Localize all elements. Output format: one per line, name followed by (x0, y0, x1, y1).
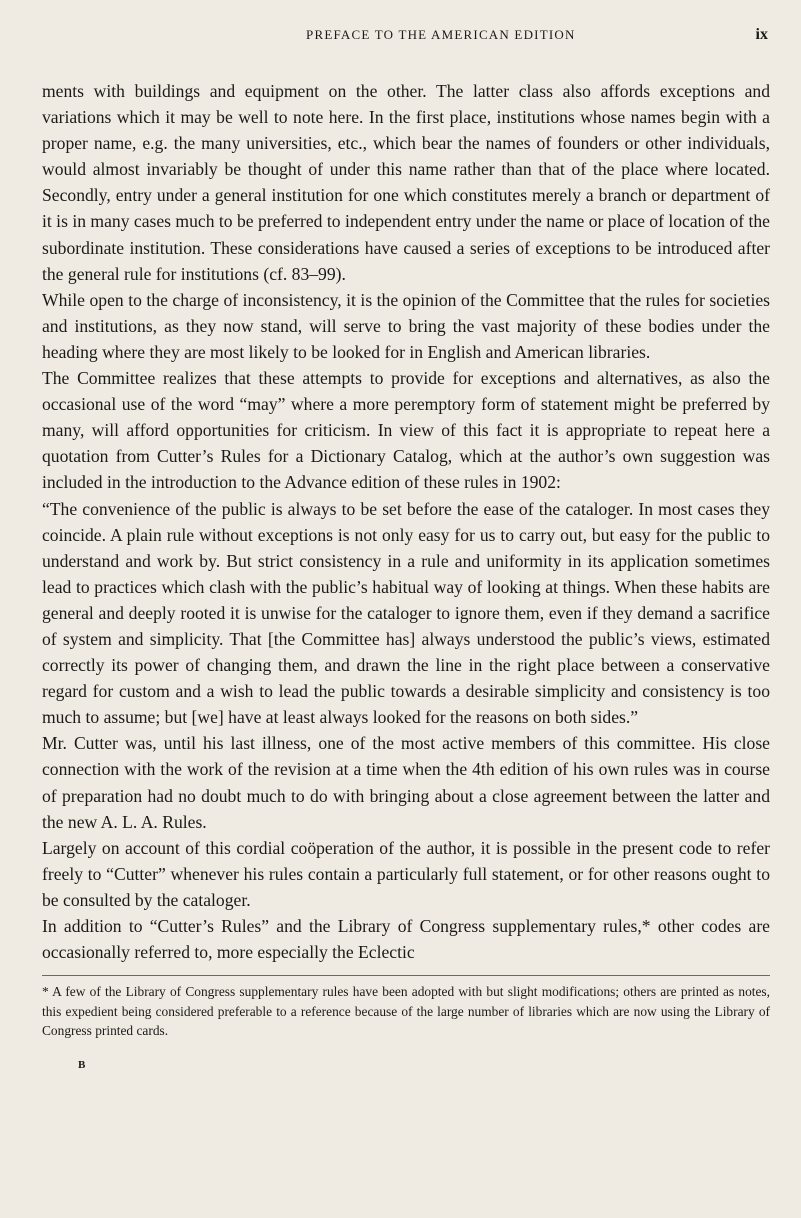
paragraph-cutter-quotation: “The convenience of the public is always to be set before the ease of the cataloger. In most cases they coincide. A plain rule without exceptions is not only easy for us to carry out, but easy for the public to understand and work by. But strict consistency in a rule and uniformity in its application sometimes lead to practices which clash with the public’s habitual way of looking at things. When these habits are general and deeply rooted it is unwise for the cataloger to ignore them, even if they demand a sacrifice of system and simplicity. That [the Committee has] always understood the public’s views, estimated correctly its power of changing them, and drawn the line in the right place between a conservative regard for custom and a wish to lead the public towards a desirable simplicity and consistency is too much to assume; but [we] have at least always looked for the reasons on both sides.” (42, 498, 770, 728)
footnote: * A few of the Library of Congress supplementary rules have been adopted with but slight modifications; others are printed as notes, this expedient being considered preferable to a reference because of the large number of libraries which are now using the Library of Congress printed cards. (42, 984, 770, 1039)
signature-mark: B (78, 1058, 87, 1071)
page-number: ix (755, 26, 768, 43)
running-head-title: PREFACE TO THE AMERICAN EDITION (306, 27, 576, 42)
body-text (42, 78, 770, 965)
paragraph-continuation: ments with buildings and equipment on the other. The latter class also affords exceptions and variations which it may be well to note here. In the first place, institutions whose names begin with a proper name, e.g. the many universities, etc., which bear the names of founders or other individuals, would almost invariably be thought of under this name rather than that of the place where located. Secondly, entry under a general institution for one which constitutes merely a branch or department of it is in many cases much to be preferred to independent entry under the name or place of location of the subordinate institution. These considerations have caused a series of exceptions to be introduced after the general rule for institutions (cf. 83–99). (42, 81, 770, 284)
paragraph-opinion: While open to the charge of inconsistency, it is the opinion of the Committee that the rules for societies and institutions, as they now stand, will serve to bring the vast majority of these bodies under the heading where they are most likely to be looked for in English and American libraries. (42, 289, 770, 362)
running-head (42, 26, 770, 56)
paragraph-exceptions: The Committee realizes that these attempts to provide for exceptions and alternatives, as also the occasional use of the word “may” where a more peremptory form of statement might be preferred by many, will afford opportunities for criticism. In view of this fact it is appropriate to repeat here a quotation from Cutter’s Rules for a Dictionary Catalog, which at the author’s own suggestion was included in the introduction to the Advance edition of these rules in 1902: (42, 368, 770, 493)
paragraph-other-codes: In addition to “Cutter’s Rules” and the Library of Congress supplementary rules,* other codes are occasionally referred to, more especially the Eclectic (42, 916, 770, 963)
footnote-divider (42, 975, 770, 976)
book-page (42, 26, 770, 1071)
paragraph-mr-cutter: Mr. Cutter was, until his last illness, one of the most active members of this committee. His close connection with the work of the revision at a time when the 4th edition of his own rules was in course of preparation had no doubt much to do with bringing about a close agreement between the latter and the new A. L. A. Rules. (42, 733, 770, 832)
paragraph-cooperation: Largely on account of this cordial coöperation of the author, it is possible in the present code to refer freely to “Cutter” whenever his rules contain a particularly full statement, or for other reasons ought to be consulted by the cataloger. (42, 837, 770, 910)
